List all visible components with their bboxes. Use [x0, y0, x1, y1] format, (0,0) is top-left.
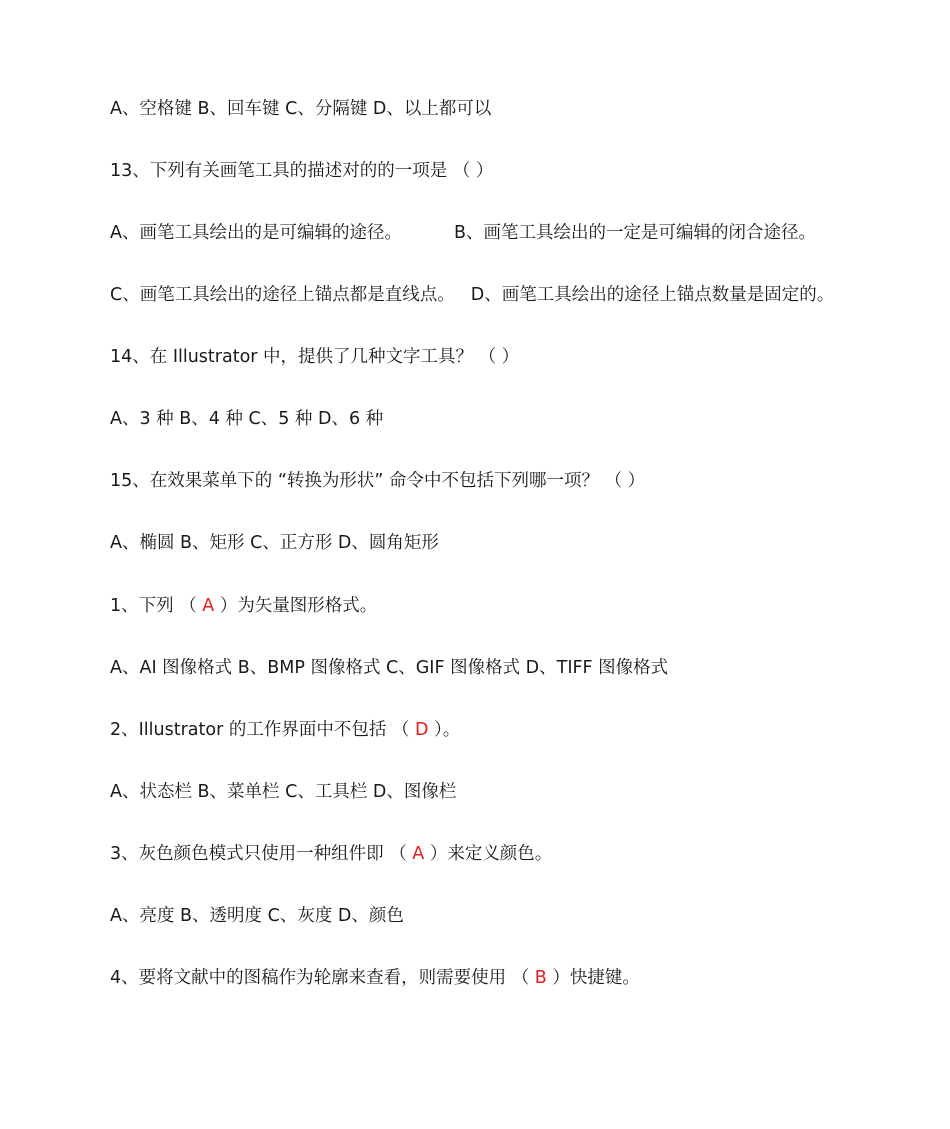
question-4-text-start: 4、要将文献中的图稿作为轮廓来查看，则需要使用 （	[110, 968, 535, 988]
answer-options-3: A、亮度 B、透明度 C、灰度 D、颜色	[110, 906, 404, 926]
answer-options-1: A、AI 图像格式 B、BMP 图像格式 C、GIF 图像格式 D、TIFF 图像格式	[110, 658, 669, 678]
answer-options-2: A、状态栏 B、菜单栏 C、工具栏 D、图像栏	[110, 782, 457, 802]
question-3-answer: A	[412, 844, 425, 864]
question-2-answer: D	[414, 720, 429, 740]
question-14: 14、在 Illustrator 中，提供了几种文字工具？ （ ）	[110, 347, 520, 367]
question-3	[110, 841, 930, 867]
option-13-b: B、画笔工具绘出的一定是可编辑的闭合途径。	[453, 223, 816, 243]
question-2-text-start: 2、Illustrator 的工作界面中不包括 （	[110, 720, 415, 740]
answer-options-14: A、3 种 B、4 种 C、5 种 D、6 种	[110, 409, 384, 429]
option-13-a: A、画笔工具绘出的是可编辑的途径。	[110, 223, 402, 243]
question-2	[110, 717, 930, 743]
question-15: 15、在效果菜单下的 “转换为形状” 命令中不包括下列哪一项？ （ ）	[110, 471, 646, 491]
question-13: 13、下列有关画笔工具的描述对的的一项是 （ ）	[110, 161, 494, 181]
question-1-text-end: ）为矢量图形格式。	[214, 596, 378, 616]
option-13-d: D、画笔工具绘出的途径上锚点数量是固定的。	[470, 285, 835, 305]
question-3-text-end: ）来定义颜色。	[424, 844, 553, 864]
question-1	[110, 593, 930, 619]
question-3-text-start: 3、灰色颜色模式只使用一种组件即 （	[110, 844, 413, 864]
question-4	[110, 965, 930, 991]
question-1-text-start: 1、下列 （	[110, 596, 203, 616]
option-13-c: C、画笔工具绘出的途径上锚点都是直线点。	[110, 285, 455, 305]
answer-options-12: A、空格键 B、回车键 C、分隔键 D、以上都可以	[110, 99, 492, 119]
answer-options-13-ab	[110, 220, 930, 246]
question-4-text-end: ）快捷键。	[546, 968, 640, 988]
answer-options-15: A、椭圆 B、矩形 C、正方形 D、圆角矩形	[110, 533, 439, 553]
question-1-answer: A	[202, 596, 215, 616]
question-2-text-end: ）。	[428, 720, 461, 740]
question-4-answer: B	[534, 968, 547, 988]
answer-options-13-cd	[110, 282, 930, 308]
